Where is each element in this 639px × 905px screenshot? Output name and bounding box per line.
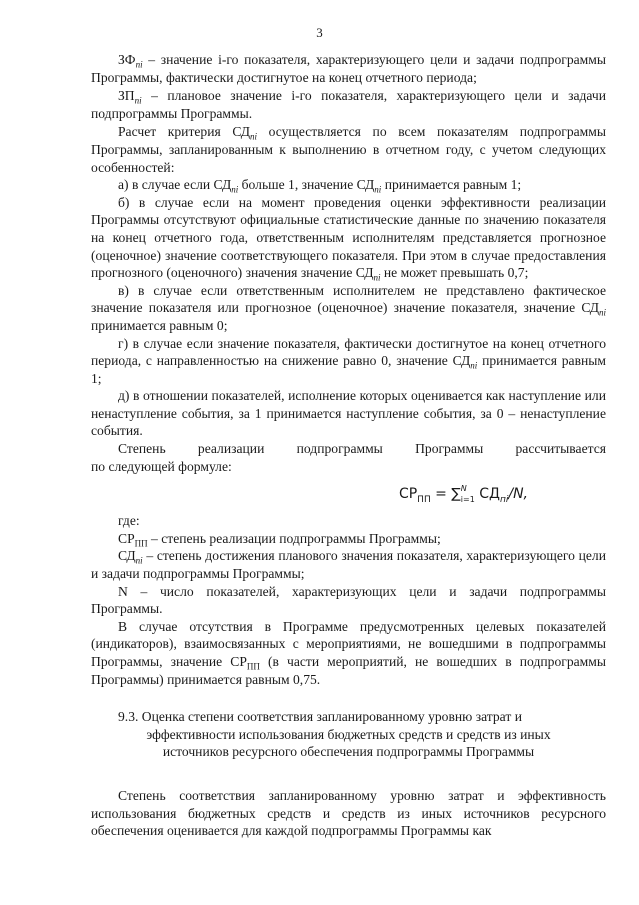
paragraph-cost-compliance: Степень соответствия запланированному уровню затрат и эффективность использования бюджетных средств и средств из иных источников ресурсного обеспечения оценивается для каждой подпрограммы Программы как xyxy=(91,787,606,839)
list-item-d: д) в отношении показателей, исполнение которых оценивается как наступление или ненаступление события, за 1 принимается наступление события, за 0 – ненаступление события. xyxy=(91,388,606,439)
paragraph-formula-intro-line2: по следующей формуле: xyxy=(91,458,232,474)
section-heading-line1: 9.3. Оценка степени соответствия запланированному уровню затрат и xyxy=(118,709,522,725)
definition-sdpi: $СД_{пi}$ – степень достижения планового значения показателя, характеризующего цели и задачи подпрограммы Программы; xyxy=(91,548,606,582)
page-number: 3 xyxy=(316,25,323,40)
paragraph-absence-case: В случае отсутствия в Программе предусмотренных целевых показателей (индикаторов), взаимосвязанных с мероприятиями, не вошедшими в подпрограммы Программы, значение $СР_{ПП}$ (в части мероприятий, не вошедших в подпрограммы Программы) принимается равным 0,75. xyxy=(91,618,606,687)
list-item-v: в) в случае если ответственным исполнителем не представлено фактическое значение показателя или прогнозное (оценочное) значение показателя, значение $СД_{пi}$ принимается равным 0; xyxy=(91,282,606,333)
formula: $СР_{ПП} = \sum^N_{i=1}$ $СД_{пi}/N$, xyxy=(398,484,528,506)
list-item-b: б) в случае если на момент проведения оценки эффективности реализации Программы отсутствуют официальные статистические данные по значению показателя на конец отчетного года, ответственным исполнителям представляется прогнозное (оценочное) значение соответствующего показателя. При этом в случае предоставления прогнозного (оценочного) значения значение $СД_{пi}$ не может превышать 0,7; xyxy=(91,194,606,283)
list-item-a: а) в случае если $СД_{пi}$ больше 1, значение $СД_{пi}$ принимается равным 1; xyxy=(118,177,522,195)
section-heading-line3: источников ресурсного обеспечения подпрограммы Программы xyxy=(162,744,535,760)
paragraph-zf-definition: $ЗФ_{пi}$ – значение i-го показателя, характеризующего цели и задачи подпрограммы Программы, фактически достигнутое на конец отчетного периода; xyxy=(91,52,606,85)
paragraph-criteria-calculation: Расчет критерия $СД_{пi}$ осуществляется по всем показателям подпрограммы Программы, запланированным к выполнению в отчетном году, с учетом следующих особенностей: xyxy=(91,124,606,175)
definition-n: N – число показателей, характеризующих цели и задачи подпрограммы Программы. xyxy=(91,583,606,617)
definition-srpp: $СР_{ПП}$ – степень реализации подпрограммы Программы; xyxy=(118,530,441,549)
section-heading-line2: эффективности использования бюджетных средств и средств из иных xyxy=(146,726,551,742)
paragraph-zp-definition: $ЗП_{пi}$ – плановое значение i-го показателя, характеризующего цели и задачи подпрограммы Программы. xyxy=(91,88,606,121)
paragraph-formula-intro-line1: Степень реализации подпрограммы Программы рассчитывается xyxy=(118,441,606,457)
page-body xyxy=(91,51,606,840)
where-label: где: xyxy=(118,513,140,529)
section-heading-9-3 xyxy=(91,708,606,761)
list-item-g: г) в случае если значение показателя, фактически достигнутое на конец отчетного периода, с направленностью на снижение равно 0, значение $СД_{пi}$ принимается равным 1; xyxy=(91,335,606,386)
